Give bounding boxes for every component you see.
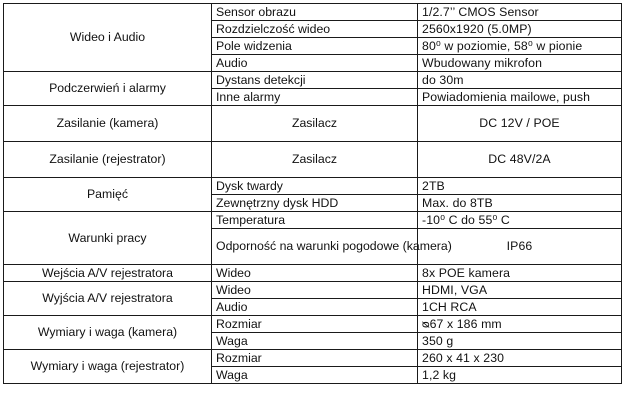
group-label: Wymiary i waga (kamera)	[4, 316, 212, 350]
group-label: Warunki pracy	[4, 212, 212, 265]
param-label: Audio	[212, 55, 418, 72]
group-label: Zasilanie (kamera)	[4, 106, 212, 142]
param-value: DC 48V/2A	[418, 142, 622, 178]
param-label: Waga	[212, 333, 418, 350]
param-value: 260 x 41 x 230	[418, 350, 622, 367]
group-label: Wejścia A/V rejestratora	[4, 265, 212, 282]
param-label: Temperatura	[212, 212, 418, 229]
group-label: Wyjścia A/V rejestratora	[4, 282, 212, 316]
param-label: Zewnętrzny dysk HDD	[212, 195, 418, 212]
param-label: Odporność na warunki pogodowe (kamera)	[212, 229, 418, 265]
param-label: Rozmiar	[212, 316, 418, 333]
param-label: Zasilacz	[212, 106, 418, 142]
param-value: Wbudowany mikrofon	[418, 55, 622, 72]
table-row	[4, 316, 622, 333]
param-value: 1,2 kg	[418, 367, 622, 384]
group-label: Wymiary i waga (rejestrator)	[4, 350, 212, 384]
param-label: Dystans detekcji	[212, 72, 418, 89]
param-label: Inne alarmy	[212, 89, 418, 106]
table-row	[4, 72, 622, 89]
param-label: Zasilacz	[212, 142, 418, 178]
param-label: Waga	[212, 367, 418, 384]
table-row	[4, 142, 622, 178]
table-row	[4, 265, 622, 282]
param-label: Sensor obrazu	[212, 4, 418, 21]
param-value: IP66	[418, 229, 622, 265]
table-row	[4, 106, 622, 142]
param-label: Rozdzielczość wideo	[212, 21, 418, 38]
param-label: Rozmiar	[212, 350, 418, 367]
group-label: Podczerwień i alarmy	[4, 72, 212, 106]
param-value: HDMI, VGA	[418, 282, 622, 299]
param-label: Wideo	[212, 265, 418, 282]
param-value: do 30m	[418, 72, 622, 89]
param-label: Dysk twardy	[212, 178, 418, 195]
param-label: Wideo	[212, 282, 418, 299]
param-value: ᴓ67 x 186 mm	[418, 316, 622, 333]
param-value: 8x POE kamera	[418, 265, 622, 282]
group-label: Wideo i Audio	[4, 4, 212, 72]
group-label: Pamięć	[4, 178, 212, 212]
param-value: Max. do 8TB	[418, 195, 622, 212]
param-value: 80⁰ w poziomie, 58⁰ w pionie	[418, 38, 622, 55]
param-value: -10⁰ C do 55⁰ C	[418, 212, 622, 229]
table-row	[4, 350, 622, 367]
table-row	[4, 4, 622, 21]
param-value: DC 12V / POE	[418, 106, 622, 142]
param-label: Audio	[212, 299, 418, 316]
param-value: Powiadomienia mailowe, push	[418, 89, 622, 106]
table-row	[4, 282, 622, 299]
param-value: 1/2.7’’ CMOS Sensor	[418, 4, 622, 21]
param-value: 350 g	[418, 333, 622, 350]
param-value: 1CH RCA	[418, 299, 622, 316]
group-label: Zasilanie (rejestrator)	[4, 142, 212, 178]
param-label: Pole widzenia	[212, 38, 418, 55]
table-row	[4, 178, 622, 195]
table-row	[4, 212, 622, 229]
param-value: 2TB	[418, 178, 622, 195]
specification-table	[3, 3, 622, 384]
param-value: 2560x1920 (5.0MP)	[418, 21, 622, 38]
